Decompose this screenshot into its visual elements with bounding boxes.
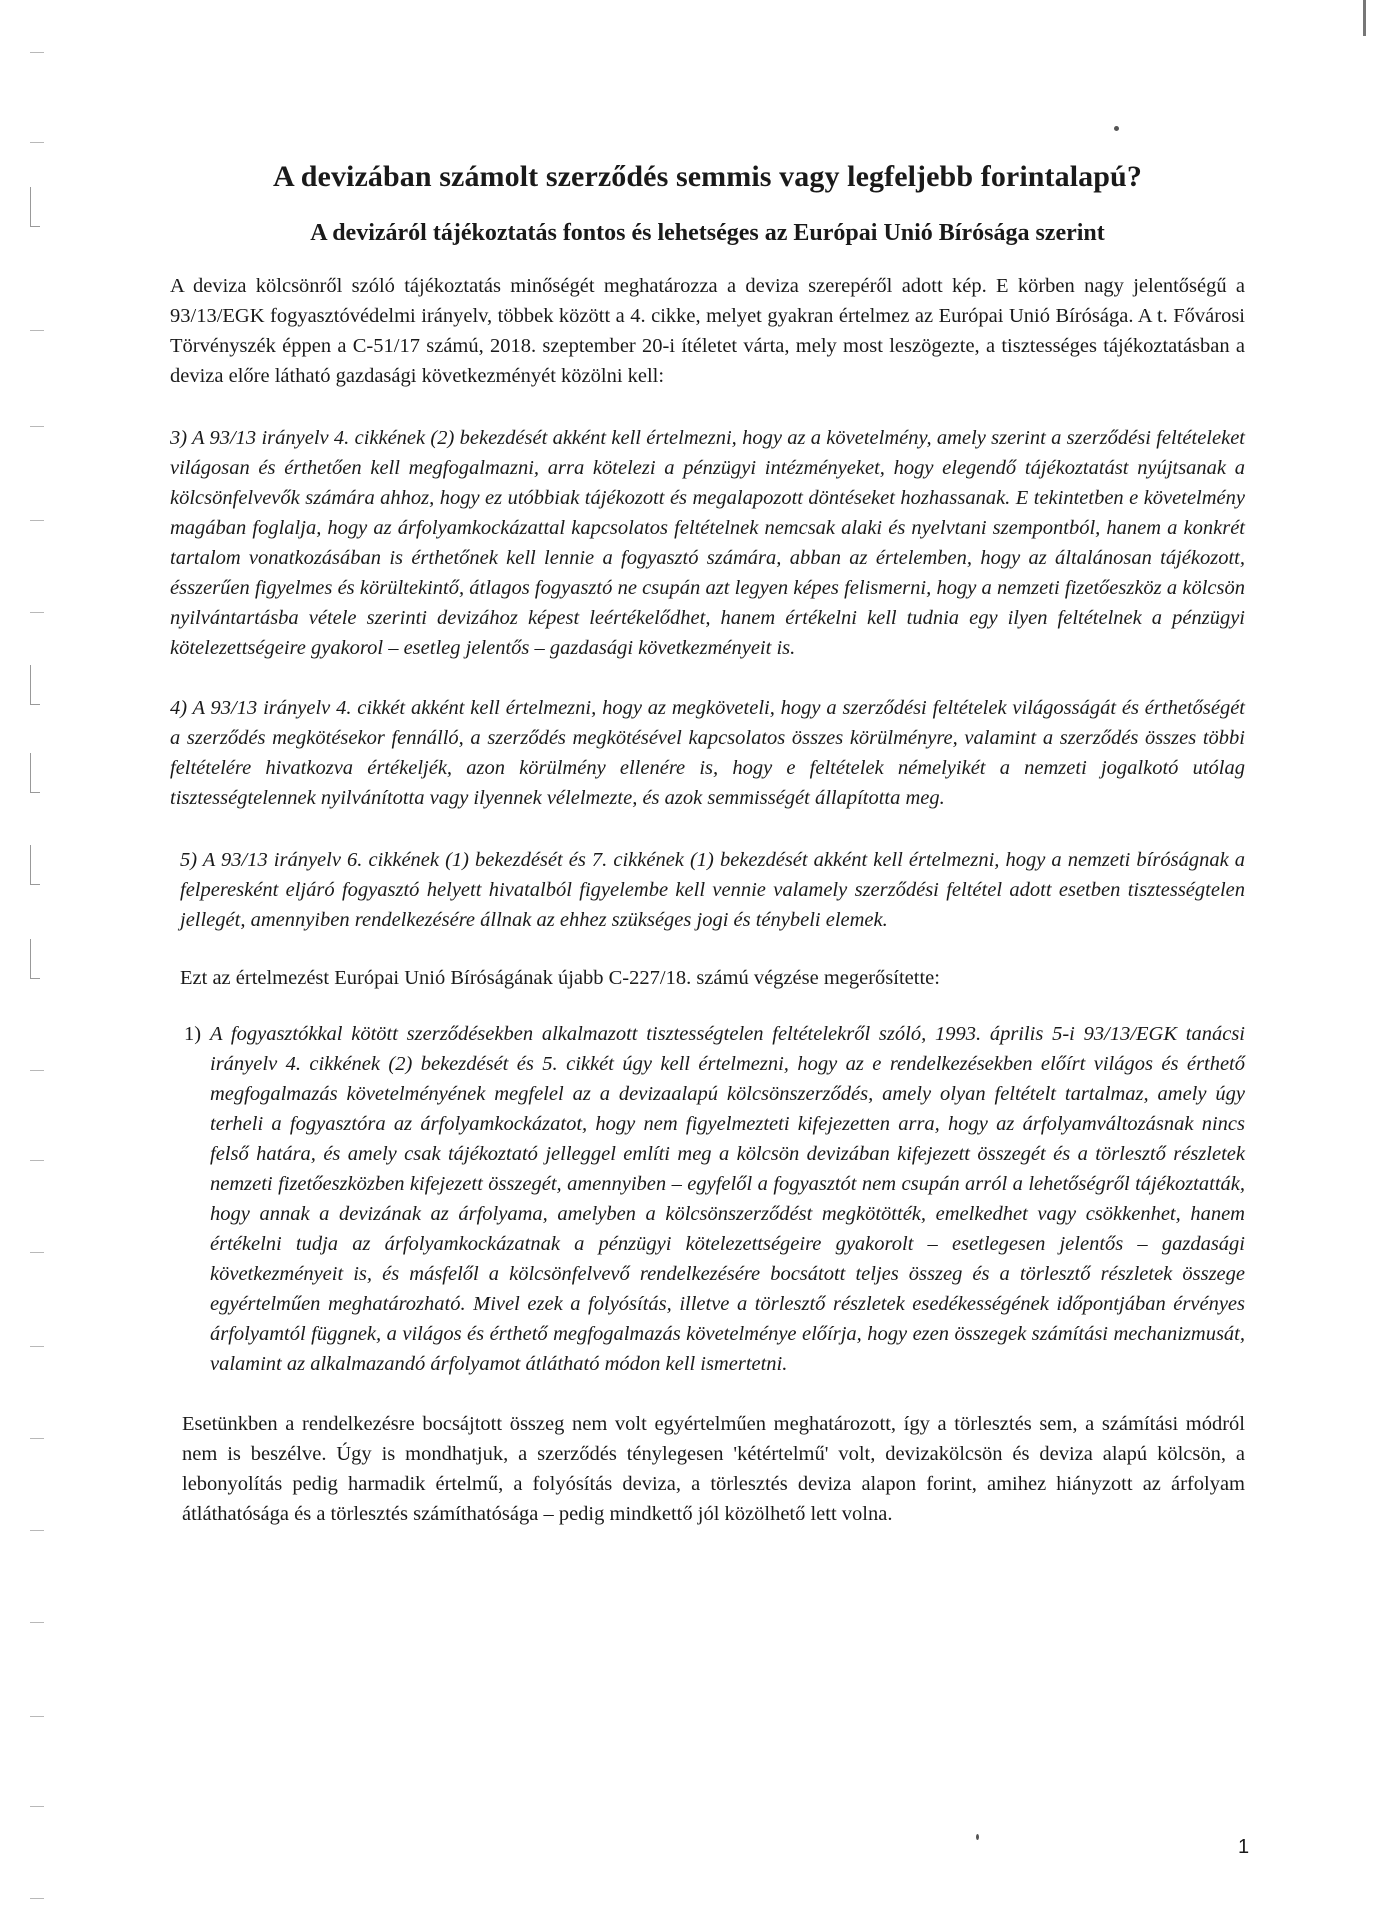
quoted-point-3: 3) A 93/13 irányelv 4. cikkének (2) bekezdését akként kell értelmezni, hogy az a követelmény, amely szerint a szerződési feltételeket világosan és érthetően kell megfogalmazni, arra kötelezi a pénzügyi intézményeket, hogy elegendő tájékoztatást nyújtsanak a kölcsönfelvevők számára ahhoz, hogy ez utóbbiak tájékozott és megalapozott döntéseket hozhassanak. E tekintetben e követelmény magában foglalja, hogy az árfolyamkockázattal kapcsolatos feltételnek nemcsak alaki és nyelvtani szempontból, hanem a konkrét tartalom vonatkozásában is érthetőnek kell lennie a fogyasztó számára, abban az értelemben, hogy az általánosan tájékozott, ésszerűen figyelmes és körültekintő, átlagos fogyasztó ne csupán azt legyen képes felismerni, hogy a nemzeti fizetőeszköz a kölcsön nyilvántartásba vétele szerinti devizához képest leértékelődhet, hanem értékelni kell tudnia egy ilyen feltételnek a pénzügyi kötelezettségeire gyakorol – esetleg jelentős – gazdasági következményeit is. xyxy=(170,427,1245,659)
confirmation-line: Ezt az értelmezést Európai Unió Bíróságának újabb C-227/18. számú végzése megerősítette: xyxy=(180,967,940,989)
intro-paragraph: A deviza kölcsönről szóló tájékoztatás minőségét meghatározza a deviza szerepéről adott kép. E körben nagy jelentőségű a 93/13/EGK fogyasztóvédelmi irányelv, többek között a 4. cikke, melyet gyakran értelmez az Európai Unió Bírósága. A t. Fővárosi Törvényszék éppen a C-51/17 számú, 2018. szeptember 20-i ítéletet várta, mely most leszögezte, a tisztességes tájékoztatásban a deviza előre látható gazdasági következményét közölni kell: xyxy=(170,275,1245,387)
binder-margin-marks xyxy=(30,0,50,1920)
quoted-point-4: 4) A 93/13 irányelv 4. cikkét akként kell értelmezni, hogy az megköveteli, hogy a szerződési feltételek világosságát és érthetőségét a szerződés megkötésekor fennálló, a szerződés megkötésével kapcsolatos összes körülményre, valamint a szerződés összes többi feltételére hivatkozva értékeljék, azon körülmény ellenére is, hogy e feltételek némelyikét a nemzeti jogalkotó utólag tisztességtelennek nyilvánította vagy ilyennek vélelmezte, és azok semmisségét állapította meg. xyxy=(170,697,1245,809)
list-item-text: A fogyasztókkal kötött szerződésekben alkalmazott tisztességtelen feltételekről szóló, 1993. április 5-i 93/13/EGK tanácsi irányelv 4. cikkének (2) bekezdését és 5. cikkét úgy kell értelmezni, hogy az e rendelkezésekben előírt világos és érthető megfogalmazás követelményének megfelel az a devizaalapú kölcsönszerződés, amely olyan feltételt tartalmaz, amely úgy terheli a fogyasztóra az árfolyamkockázatot, hogy nem figyelmezteti kifejezetten arra, hogy az árfolyamváltozásnak nincs felső határa, és amely csak tájékoztató jelleggel említi meg a kölcsön devizában kifejezett összegét és a törlesztő részletek nemzeti fizetőeszközben kifejezett összegét, amennyiben – egyfelől a fogyasztót nem csupán arról a lehetőségről tájékoztatták, hogy annak a devizának az árfolyama, amelyben a kölcsönszerződést megkötötték, emelkedhet vagy csökkenhet, hanem értékelni tudja az árfolyamkockázatnak a pénzügyi kötelezettségeire gyakorolt – esetlegesen jelentős – gazdasági következményeit is, és másfelől a kölcsönfelvevő rendelkezésére bocsátott teljes összeg és a törlesztő részletek összege egyértelműen meghatározható. Mivel ezek a folyósítás, illetve a törlesztő részletek esedékességének időpontjában érvényes árfolyamtól függnek, a világos és érthető megfogalmazás követelménye előírja, hogy ezen összegek számítási mechanizmusát, valamint az alkalmazandó árfolyamot átlátható módon kell ismertetni. xyxy=(210,1023,1245,1375)
quoted-point-5: 5) A 93/13 irányelv 6. cikkének (1) bekezdését és 7. cikkének (1) bekezdését akként kell értelmezni, hogy a nemzeti bíróságnak a felperesként eljáró fogyasztó helyett hivatalból figyelembe kell vennie valamely szerződési feltétel adott esetben tisztességtelen jellegét, amennyiben rendelkezésére állnak az ehhez szükséges jogi és ténybeli elemek. xyxy=(180,849,1245,931)
closing-paragraph: Esetünkben a rendelkezésre bocsájtott összeg nem volt egyértelműen meghatározott, így a törlesztés sem, a számítási módról nem is beszélve. Úgy is mondhatjuk, a szerződés ténylegesen 'kétértelmű' volt, devizakölcsön és deviza alapú kölcsön, a lebonyolítás pedig harmadik értelmű, a folyósítás deviza, a törlesztés deviza alapon forint, amihez hiányzott az árfolyam átláthatósága és a törlesztés számíthatósága – pedig mindkettő jól közölhető lett volna. xyxy=(182,1413,1245,1525)
scan-edge-mark xyxy=(1363,0,1366,36)
document-subtitle: A devizáról tájékoztatás fontos és lehetséges az Európai Unió Bírósága szerint xyxy=(310,220,1105,246)
scan-speck xyxy=(1114,126,1119,131)
document-title: A devizában számolt szerződés semmis vagy legfeljebb forintalapú? xyxy=(273,160,1142,193)
document-body xyxy=(170,160,1245,1529)
page-number: 1 xyxy=(1238,1836,1250,1858)
scan-speck xyxy=(976,1834,979,1840)
list-item xyxy=(170,1019,1245,1379)
list-number: 1) xyxy=(184,1023,202,1045)
